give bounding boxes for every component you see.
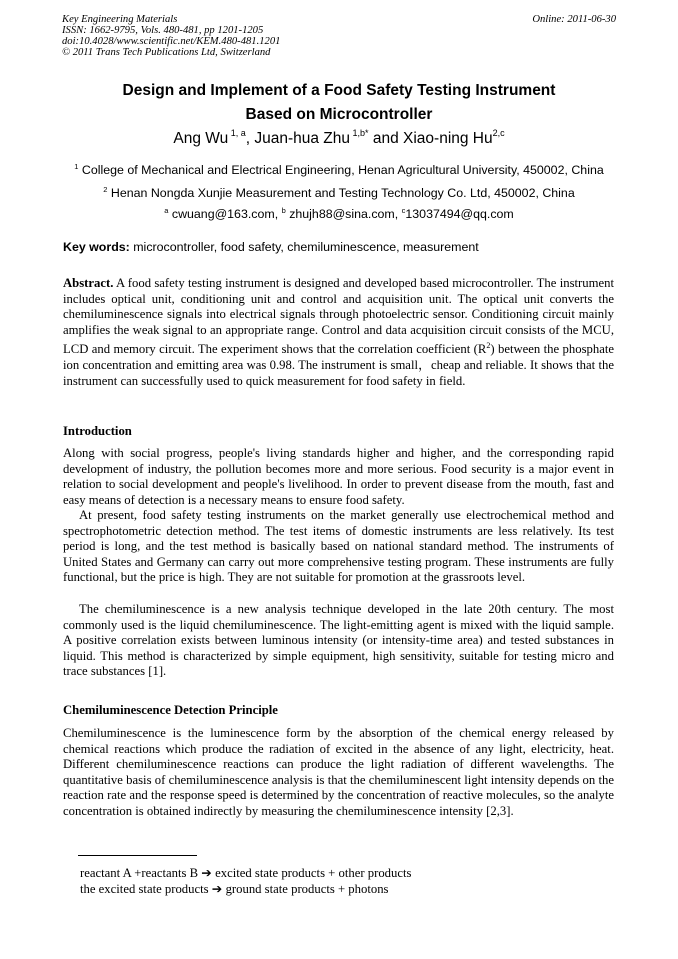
keywords	[63, 240, 479, 254]
online-date: Online: 2011-06-30	[532, 14, 616, 25]
author-separator: ,	[245, 130, 255, 147]
affiliation-1	[0, 162, 678, 177]
keywords-text: microcontroller, food safety, chemiluminescence, measurement	[129, 240, 479, 254]
paragraph-text: The chemiluminescence is a new analysis technique developed in the late 20th century. The most commonly used is the liquid chemiluminescence. The light-emitting agent is mixed with the liquid sample. A positive correlation exists between luminous intensity (or intensity-time area) and tested substances in liquid. This method is characterized by simple equipment, high sensitivity, suitable for testing micro and trace substances [1].	[63, 602, 614, 679]
email-text[interactable]: zhujh88@sina.com,	[285, 207, 402, 221]
abstract-text: A food safety testing instrument is designed and developed based microcontroller. The instrument includes optical unit, conditioning unit and control and acquisition unit. The optical unit converts the chemiluminescence signals into electrical signals through photoelectric sensor. Conditioning circuit mainly amplifies the weak signal to an appropriate range. Control and data acquisition circuit consists of the MCU, LCD and memory circuit. The experiment shows that the correlation coefficient (R	[63, 276, 614, 357]
author-name: Ang Wu	[173, 130, 229, 147]
author-affiliation-mark: 1, a	[228, 128, 246, 138]
reaction-equation-1: reactant A +reactants B ➔ excited state products + other products	[80, 866, 412, 880]
affiliation-mark: 1	[74, 162, 79, 171]
principle-paragraph-1: Chemiluminescence is the luminescence form by the absorption of the chemical energy released by chemical reactions which produce the radiation of excited in the absence of any light, electricity, heat. Different chemiluminescence reactions can produce the light radiation of different wavelengths. The quantitative basis of chemiluminescence analysis is that the chemiluminescent light intensity depends on the reaction rate and the response speed is determined by the concentration of reactive molecules, so the analyte concentration is obtained indirectly by measuring the chemiluminescence intensity [2,3].	[63, 726, 614, 818]
email-text[interactable]: cwuang@163.com,	[168, 207, 282, 221]
author-name: Xiao-ning Hu	[403, 130, 493, 147]
affiliation-text: Henan Nongda Xunjie Measurement and Testing Technology Co. Ltd, 450002, China	[107, 186, 575, 200]
affiliation-mark: 2	[103, 185, 108, 194]
intro-paragraph-3	[63, 602, 614, 680]
email-mark: a	[164, 206, 169, 215]
paragraph-text: At present, food safety testing instruments on the market generally use electrochemical method and spectrophotometric detection method. The test items of domestic instruments are less relatively. Its test period is long, and the test method is basically based on national standard method. The instruments of United States and Germany can carry out more comprehensive testing program. These instruments are fully functional, but the price is high. They are not suitable for promotion at the grassroots level.	[63, 508, 614, 585]
doi-line: doi:10.4028/www.scientific.net/KEM.480-481.1201	[62, 36, 281, 47]
email-mark: c	[401, 206, 406, 215]
issn-line: ISSN: 1662-9795, Vols. 480-481, pp 1201-1205	[62, 25, 264, 36]
author-name: Juan-hua Zhu	[254, 130, 351, 147]
paper-title-line-2: Based on Microcontroller	[245, 106, 433, 123]
email-text[interactable]: 13037494@qq.com	[405, 207, 514, 221]
journal-name: Key Engineering Materials	[62, 14, 178, 25]
intro-paragraph-2	[63, 508, 614, 586]
affiliation-2	[0, 185, 678, 200]
paper-title-line-1: Design and Implement of a Food Safety Testing Instrument	[122, 82, 556, 99]
author-separator: and	[368, 130, 404, 147]
author-list	[0, 128, 678, 148]
footnote-divider	[78, 855, 197, 856]
abstract-label: Abstract.	[63, 276, 114, 290]
author-affiliation-mark: 2,c	[492, 128, 505, 138]
abstract	[63, 276, 614, 389]
section-heading-introduction: Introduction	[63, 424, 132, 438]
superscript: 2	[486, 341, 491, 351]
intro-paragraph-1: Along with social progress, people's living standards higher and higher, and the corresponding rapid development of industry, the pollution becomes more and more serious. Food security is a major event in relation to social development and people's livelihood. In order to prevent disease from the mouth, fast and easy means of detection is a necessary means to ensure food safety.	[63, 446, 614, 507]
affiliation-text: College of Mechanical and Electrical Engineering, Henan Agricultural University, 450002, China	[78, 163, 604, 177]
section-heading-principle: Chemiluminescence Detection Principle	[63, 703, 278, 717]
journal-header	[62, 14, 280, 58]
email-mark: b	[281, 206, 286, 215]
copyright-line: © 2011 Trans Tech Publications Ltd, Switzerland	[62, 47, 271, 58]
abstract-text: ) between the phosphate ion concentration and emitting area was 0.98. The instrument is small，cheap and reliable. It shows that the instrument can successfully used to quick measurement for food safety in field.	[63, 342, 614, 388]
reaction-equation-2: the excited state products ➔ ground state products + photons	[80, 882, 389, 896]
keywords-label: Key words:	[63, 240, 130, 254]
author-affiliation-mark: 1,b*	[350, 128, 369, 138]
author-emails	[0, 206, 678, 221]
